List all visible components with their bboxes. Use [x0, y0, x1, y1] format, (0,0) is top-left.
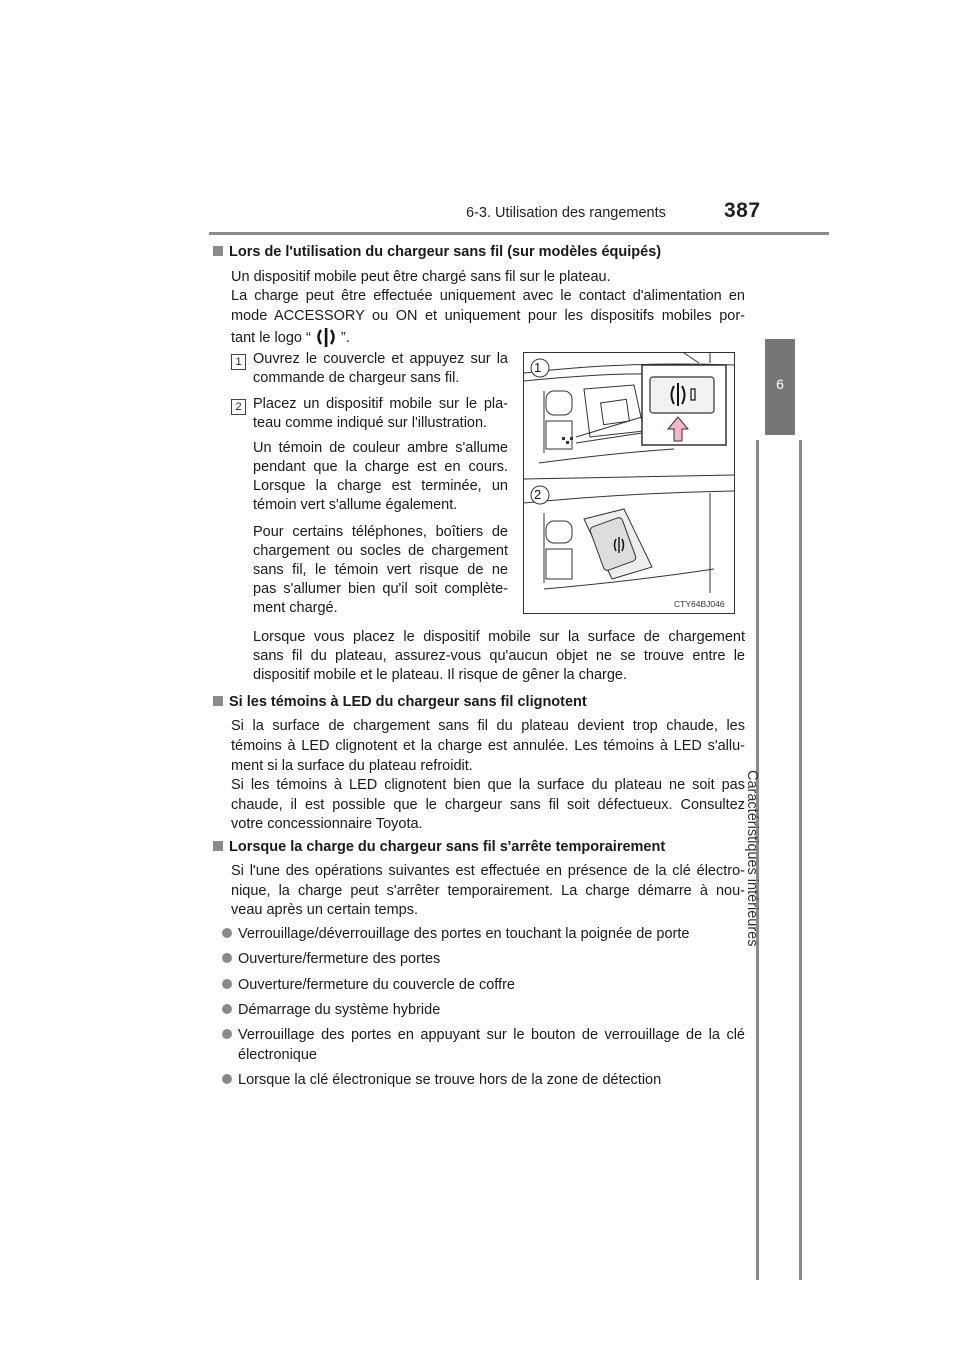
figure-code: CTY64BJ046 — [674, 599, 725, 609]
square-bullet-icon — [213, 246, 223, 256]
square-bullet-icon — [213, 841, 223, 851]
step-1-number: 1 — [231, 352, 246, 370]
intro-4-pre: tant le logo “ — [231, 330, 311, 346]
section1-intro-4 — [231, 326, 350, 349]
illustration-drawing — [524, 353, 734, 613]
list-item — [222, 1026, 745, 1046]
section1-intro-2: La charge peut être effectuée uniquement avec le contact d'alimentation en — [231, 288, 745, 304]
callout-2: 2 — [534, 487, 542, 502]
list-item — [222, 950, 440, 970]
step-2-number: 2 — [231, 397, 246, 415]
note2-line-4: pas s'allumer bien qu'il soit complète- — [253, 581, 508, 597]
list-item-text: Démarrage du système hybride — [238, 1002, 441, 1018]
section3-line-1: Si l'une des opérations suivantes est effectuée en présence de la clé électro- — [231, 863, 745, 879]
list-item-text: Ouverture/fermeture des portes — [238, 951, 441, 967]
round-bullet-icon — [222, 1074, 232, 1084]
section2-line-4: Si les témoins à LED clignotent bien que la surface du plateau ne soit pas — [231, 777, 745, 793]
note3-line-1: Lorsque vous placez le dispositif mobile sur la surface de chargement — [253, 629, 745, 645]
section2-line-3: ment si la surface du plateau refroidit. — [231, 758, 473, 774]
note2-line-5: ment chargé. — [253, 600, 338, 616]
note3-line-3: dispositif mobile et le plateau. Il risque de gêner la charge. — [253, 667, 627, 683]
section-title: 6-3. Utilisation des rangements — [466, 205, 666, 221]
note3-line-2: sans fil du plateau, assurez-vous qu'aucun objet ne se trouve entre le — [253, 648, 745, 664]
round-bullet-icon — [222, 979, 232, 989]
note2-line-1: Pour certains téléphones, boîtiers de — [253, 524, 508, 540]
section2-line-1: Si la surface de chargement sans fil du plateau devient trop chaude, les — [231, 718, 745, 734]
list-item — [222, 976, 515, 996]
section3-line-3: veau après un certain temps. — [231, 902, 418, 918]
side-tab-line-right — [799, 440, 802, 1280]
section2-heading — [213, 693, 587, 713]
intro-4-post: ”. — [340, 330, 350, 346]
section1-intro-3: mode ACCESSORY ou ON et uniquement pour les dispositifs mobiles por- — [231, 308, 745, 324]
note2-line-3: sans fil, le témoin vert risque de ne — [253, 562, 508, 578]
section2-line-6: votre concessionnaire Toyota. — [231, 816, 423, 832]
step-2-line-2: teau comme indiqué sur l'illustration. — [253, 415, 488, 431]
round-bullet-icon — [222, 1004, 232, 1014]
section2-heading-text: Si les témoins à LED du chargeur sans fil clignotent — [229, 694, 587, 710]
list-item-continuation: électronique — [238, 1047, 317, 1063]
round-bullet-icon — [222, 1029, 232, 1039]
list-item-text: Ouverture/fermeture du couvercle de coffre — [238, 977, 515, 993]
list-item — [222, 1071, 661, 1091]
section3-line-2: nique, la charge peut s'arrêter temporairement. La charge démarre à nou- — [231, 883, 745, 899]
note1-line-1: Un témoin de couleur ambre s'allume — [253, 440, 508, 456]
section1-intro-1: Un dispositif mobile peut être chargé sans fil sur le plateau. — [231, 269, 611, 285]
section2-line-2: témoins à LED clignotent et la charge est annulée. Les témoins à LED s'allu- — [231, 738, 745, 754]
note1-line-3: Lorsque la charge est terminée, un — [253, 478, 508, 494]
note1-line-4: témoin vert s'allume également. — [253, 497, 458, 513]
round-bullet-icon — [222, 928, 232, 938]
note1-line-2: pendant que la charge est en cours. — [253, 459, 508, 475]
wireless-charging-logo-icon — [315, 326, 337, 348]
round-bullet-icon — [222, 953, 232, 963]
square-bullet-icon — [213, 696, 223, 706]
list-item-text: Verrouillage/déverrouillage des portes en touchant la poignée de porte — [238, 926, 690, 942]
section1-heading — [213, 243, 661, 263]
section2-line-5: chaude, il est possible que le chargeur sans fil soit défectueux. Consultez — [231, 797, 745, 813]
list-item-text: Lorsque la clé électronique se trouve hors de la zone de détection — [238, 1072, 662, 1088]
page-number: 387 — [724, 199, 761, 222]
section3-heading — [213, 838, 665, 858]
step-2-line-1: Placez un dispositif mobile sur le pla- — [253, 396, 508, 412]
wireless-charger-illustration — [523, 352, 735, 614]
note2-line-2: chargement ou socles de chargement — [253, 543, 508, 559]
section1-heading-text: Lors de l'utilisation du chargeur sans fil (sur modèles équipés) — [229, 244, 662, 260]
header-rule — [209, 232, 829, 235]
list-item-text: Verrouillage des portes en appuyant sur le bouton de verrouillage de la clé — [238, 1027, 745, 1043]
step-1-line-2: commande de chargeur sans fil. — [253, 370, 460, 386]
list-item — [222, 925, 689, 945]
step-1-line-1: Ouvrez le couvercle et appuyez sur la — [253, 351, 508, 367]
chapter-number: 6 — [776, 376, 784, 392]
chapter-title: Caractéristiques intérieures — [744, 770, 760, 947]
section3-heading-text: Lorsque la charge du chargeur sans fil s'arrête temporairement — [229, 839, 666, 855]
list-item — [222, 1001, 440, 1021]
callout-1: 1 — [534, 360, 542, 375]
